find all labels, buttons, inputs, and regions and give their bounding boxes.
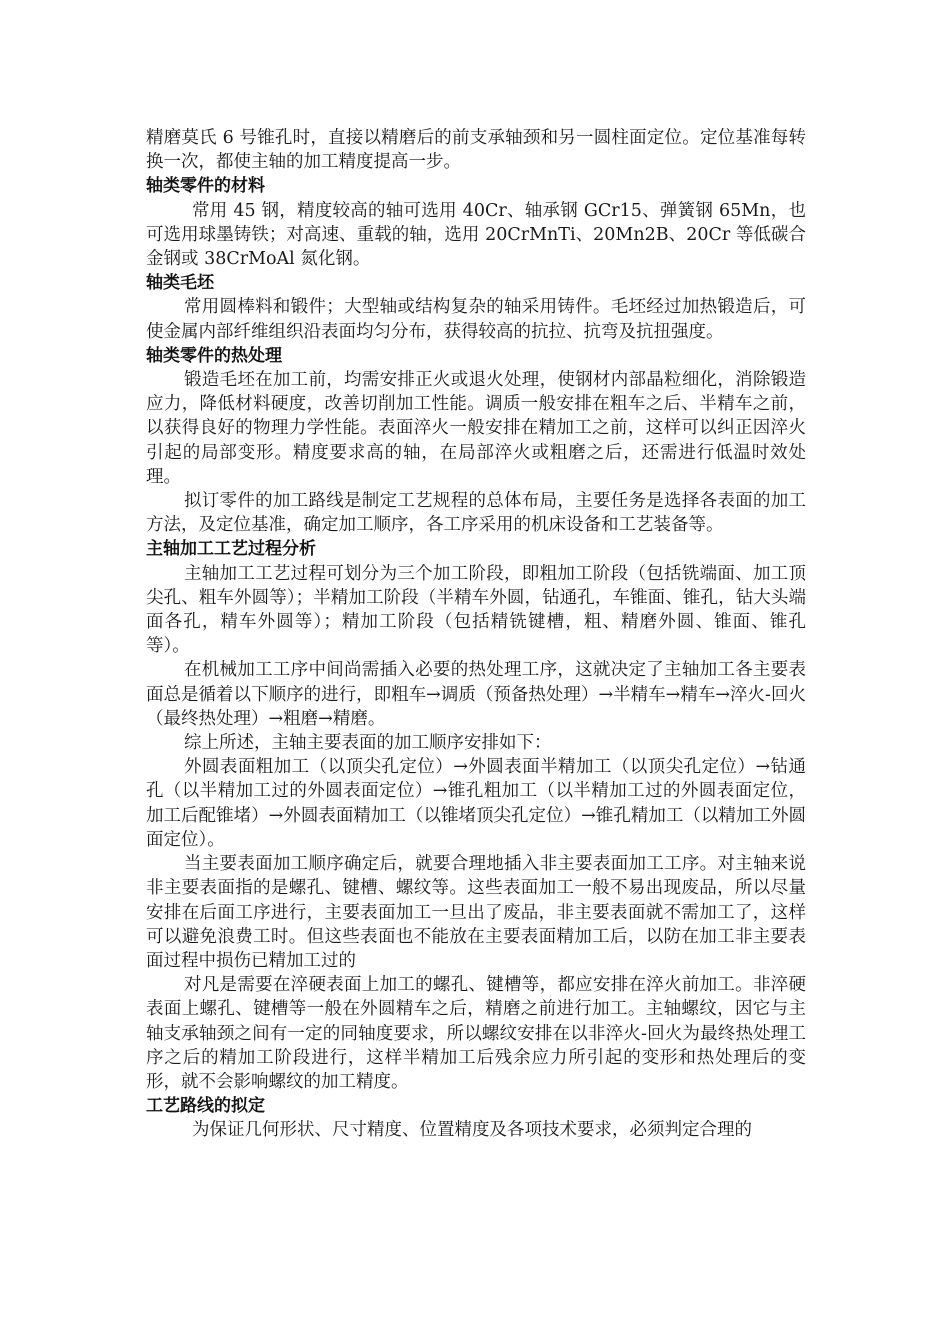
heading-shaft-material: 轴类零件的材料 [146, 176, 265, 197]
paragraph-shaft-blank: 常用圆棒料和锻件；大型轴或结构复杂的轴采用铸件。毛坯经过加热锻造后，可使金属内部纤维组织沿表面均匀分布，获得较高的抗拉、抗弯及抗扭强度。 [146, 297, 806, 342]
heading-shaft-blank: 轴类毛坯 [146, 273, 214, 294]
paragraph-spindle-summary: 综上所述，主轴主要表面的加工顺序安排如下： [184, 733, 552, 754]
paragraph-process-route: 为保证几何形状、尺寸精度、位置精度及各项技术要求，必须判定合理的 [192, 1120, 752, 1141]
paragraph-spindle-order: 外圆表面粗加工（以顶尖孔定位）→外圆表面半精加工（以顶尖孔定位）→钻通孔（以半精加工过的外圆表面定位）→锥孔粗加工（以半精加工过的外圆表面定位，加工后配锥堵）→外圆表面精加工（以锥堵顶尖孔定位）→锥孔精加工（以精加工外圆面定位）。 [146, 757, 806, 850]
document-page [146, 126, 806, 1143]
paragraph-spindle-stages: 主轴加工工艺过程可划分为三个加工阶段，即粗加工阶段（包括铣端面、加工顶尖孔、粗车外圆等）；半精加工阶段（半精车外圆，钻通孔，车锥面、锥孔，钻大头端面各孔，精车外圆等）；精加工阶段（包括精铣键槽，粗、精磨外圆、锥面、锥孔等）。 [146, 563, 806, 657]
heading-process-route: 工艺路线的拟定 [146, 1096, 265, 1117]
heading-spindle-process: 主轴加工工艺过程分析 [146, 539, 316, 560]
paragraph-hardened-surfaces: 对凡是需要在淬硬表面上加工的螺孔、键槽等，都应安排在淬火前加工。非淬硬表面上螺孔、键槽等一般在外圆精车之后，精磨之前进行加工。主轴螺纹，因它与主轴支承轴颈之间有一定的同轴度要求，所以螺纹安排在以非淬火-回火为最终热处理工序之后的精加工阶段进行，这样半精加工后残余应力所引起的变形和热处理后的变形，就不会影响螺纹的加工精度。 [146, 975, 806, 1092]
paragraph-intro: 精磨莫氏 6 号锥孔时，直接以精磨后的前支承轴颈和另一圆柱面定位。定位基准每转换一次，都使主轴的加工精度提高一步。 [146, 128, 806, 173]
paragraph-heat-treatment: 锻造毛坯在加工前，均需安排正火或退火处理，使钢材内部晶粒细化，消除锻造应力，降低材料硬度，改善切削加工性能。调质一般安排在粗车之后、半精车之前，以获得良好的物理力学性能。表面淬火一般安排在精加工之前，这样可以纠正因淬火引起的局部变形。精度要求高的轴，在局部淬火或粗磨之后，还需进行低温时效处理。 [146, 370, 806, 487]
paragraph-route-planning: 拟订零件的加工路线是制定工艺规程的总体布局，主要任务是选择各表面的加工方法，及定位基准，确定加工顺序，各工序采用的机床设备和工艺装备等。 [146, 491, 806, 536]
paragraph-non-main-surfaces: 当主要表面加工顺序确定后，就要合理地插入非主要表面加工工序。对主轴来说非主要表面指的是螺孔、键槽、螺纹等。这些表面加工一般不易出现废品，所以尽量安排在后面工序进行，主要表面加工一旦出了废品，非主要表面就不需加工了，这样可以避免浪费工时。但这些表面也不能放在主要表面精加工后，以防在加工非主要表面过程中损伤已精加工过的 [146, 854, 806, 971]
paragraph-spindle-heat-sequence: 在机械加工工序中间尚需插入必要的热处理工序，这就决定了主轴加工各主要表面总是循着以下顺序的进行，即粗车→调质（预备热处理）→半精车→精车→淬火-回火（最终热处理）→粗磨→精磨。 [146, 660, 806, 729]
paragraph-shaft-material: 常用 45 钢，精度较高的轴可选用 40Cr、轴承钢 GCr15、弹簧钢 65Mn，也可选用球墨铸铁；对高速、重载的轴，选用 20CrMnTi、20Mn2B、20Cr 等低碳合金钢或 38CrMoAl 氮化钢。 [146, 200, 806, 270]
heading-heat-treatment: 轴类零件的热处理 [146, 345, 282, 366]
